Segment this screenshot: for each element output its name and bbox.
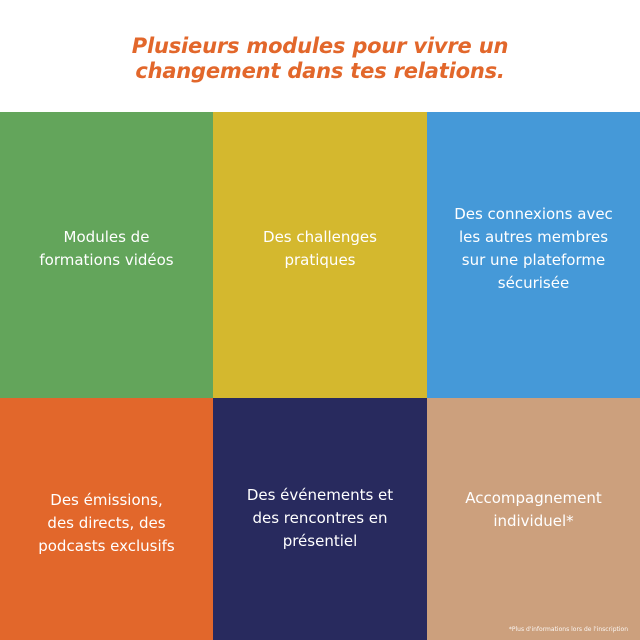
- tile-individual-support: [427, 398, 640, 640]
- tile-text: [247, 484, 393, 553]
- tile-member-connections: [427, 112, 640, 398]
- tile-line: Des connexions avec: [454, 205, 613, 223]
- page-title: [132, 28, 508, 84]
- tile-line: pratiques: [284, 251, 356, 269]
- tile-line: Accompagnement: [465, 489, 602, 507]
- title-line-1: Plusieurs modules pour vivre un: [131, 34, 509, 58]
- tile-line: des directs, des: [47, 513, 166, 532]
- tile-text: [454, 203, 613, 295]
- tile-text: [39, 226, 173, 272]
- tile-text: [263, 226, 377, 272]
- tile-line: sur une plateforme: [461, 251, 606, 269]
- tile-line: formations vidéos: [39, 251, 174, 269]
- header: [0, 0, 640, 112]
- tile-video-training-modules: [0, 112, 213, 398]
- tile-text: [38, 489, 175, 558]
- tile-text: [465, 487, 601, 533]
- tile-line: présentiel: [282, 531, 358, 550]
- tile-line: individuel*: [493, 512, 574, 530]
- modules-grid: [0, 112, 640, 640]
- tile-line: les autres membres: [458, 228, 609, 246]
- tile-shows-lives-podcasts: [0, 398, 213, 640]
- tile-events-meetups: [213, 398, 427, 640]
- tile-line: Des événements et: [246, 485, 394, 504]
- footnote: *Plus d'informations lors de l'inscription: [508, 626, 628, 633]
- tile-line: Des émissions,: [50, 490, 163, 509]
- tile-line: podcasts exclusifs: [38, 536, 175, 555]
- tile-line: Modules de: [63, 228, 150, 246]
- tile-line: des rencontres en: [252, 508, 388, 527]
- tile-line: Des challenges: [263, 228, 377, 246]
- title-line-2: changement dans tes relations.: [135, 59, 505, 83]
- tile-practical-challenges: [213, 112, 427, 398]
- tile-line: sécurisée: [497, 274, 570, 292]
